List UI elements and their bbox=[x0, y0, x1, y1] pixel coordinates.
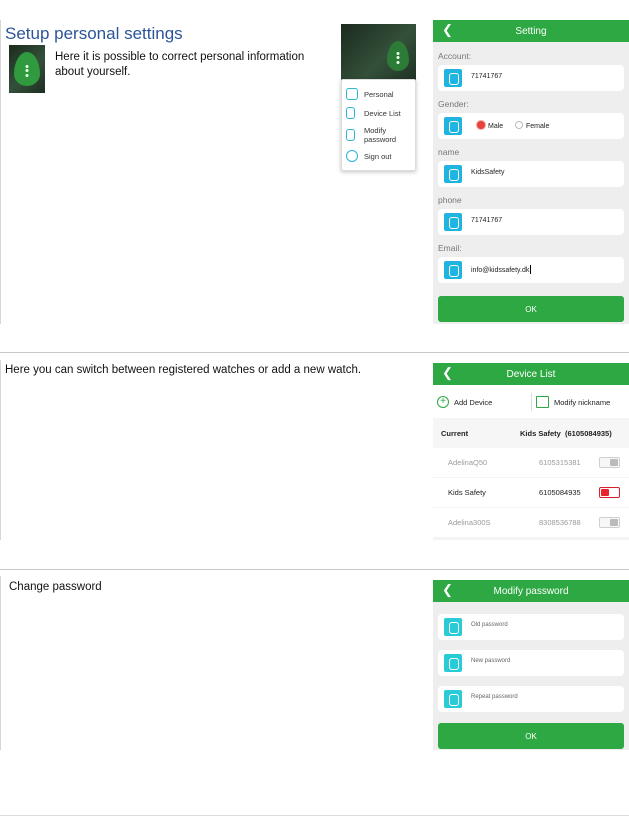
device-number: 6105315381 bbox=[539, 458, 581, 467]
screen-title: Modify password bbox=[493, 585, 569, 597]
watch-icon bbox=[346, 107, 355, 119]
add-device-label: Add Device bbox=[454, 397, 493, 407]
section-divider bbox=[0, 569, 629, 570]
device-list-screen bbox=[433, 363, 629, 540]
repeat-password-placeholder: Repeat password bbox=[471, 694, 518, 700]
page-bottom-line bbox=[0, 815, 629, 816]
device-toggle[interactable] bbox=[599, 517, 620, 528]
modify-password-screen bbox=[433, 580, 629, 750]
section3-left-border bbox=[0, 576, 1, 750]
menu-item-personal[interactable] bbox=[346, 88, 394, 100]
modify-nickname-button[interactable] bbox=[536, 396, 610, 408]
person-icon bbox=[444, 69, 462, 87]
account-field[interactable] bbox=[438, 65, 624, 91]
current-label: Current bbox=[441, 429, 469, 438]
text-caret bbox=[530, 265, 531, 274]
current-value: Kids Safety (6105084935) bbox=[520, 429, 612, 438]
device-number: 8308536788 bbox=[539, 518, 581, 527]
screen-title: Device List bbox=[506, 368, 556, 380]
old-password-placeholder: Old password bbox=[471, 622, 508, 628]
device-toggle-on[interactable] bbox=[599, 487, 620, 498]
device-list-app-bar bbox=[433, 363, 629, 385]
back-arrow-icon[interactable]: ❮ bbox=[442, 22, 453, 37]
email-label: Email: bbox=[438, 243, 462, 253]
section2-left-border bbox=[0, 360, 1, 540]
device-row[interactable] bbox=[433, 448, 629, 477]
section-title: Setup personal settings bbox=[5, 24, 183, 43]
person-card-icon bbox=[346, 88, 358, 100]
new-password-placeholder: New password bbox=[471, 658, 511, 664]
lock-icon bbox=[346, 129, 355, 141]
setting-screen bbox=[433, 20, 629, 324]
back-arrow-icon[interactable]: ❮ bbox=[442, 365, 453, 380]
menu-item-label: Sign out bbox=[364, 151, 392, 161]
gender-male-option[interactable] bbox=[477, 121, 503, 130]
radio-unselected[interactable] bbox=[515, 121, 523, 129]
lock-icon bbox=[444, 654, 462, 672]
device-actions-row bbox=[433, 385, 629, 418]
actions-divider bbox=[531, 393, 532, 411]
menu-item-label: Personal bbox=[364, 89, 394, 99]
back-arrow-icon[interactable]: ❮ bbox=[442, 582, 453, 597]
gender-field bbox=[438, 113, 624, 139]
device-number: 6105084935 bbox=[539, 488, 581, 497]
section1-left-border bbox=[0, 20, 1, 324]
menu-item-label: Modify password bbox=[364, 126, 397, 144]
menu-item-device-list[interactable] bbox=[346, 107, 401, 119]
device-row[interactable] bbox=[433, 508, 629, 537]
lock-icon bbox=[444, 690, 462, 708]
add-device-button[interactable] bbox=[437, 396, 492, 408]
account-value: 71741767 bbox=[471, 73, 503, 80]
phone-label: phone bbox=[438, 195, 462, 205]
phone-icon bbox=[444, 213, 462, 231]
edit-icon bbox=[536, 396, 549, 408]
device-row-active[interactable] bbox=[433, 478, 629, 507]
ok-button[interactable]: OK bbox=[438, 296, 624, 322]
power-icon bbox=[346, 150, 358, 162]
radio-selected[interactable] bbox=[477, 121, 485, 129]
gender-male-label: Male bbox=[488, 123, 504, 130]
name-field[interactable] bbox=[438, 161, 624, 187]
device-name: AdelinaQ50 bbox=[448, 458, 488, 467]
email-value-wrap bbox=[471, 265, 531, 274]
section2-description: Here you can switch between registered watches or add a new watch. bbox=[5, 364, 362, 376]
leaf-icon bbox=[14, 52, 40, 86]
phone-value: 71741767 bbox=[471, 217, 503, 224]
menu-item-label: Device List bbox=[364, 108, 401, 118]
gender-label: Gender: bbox=[438, 99, 469, 109]
id-card-icon bbox=[444, 165, 462, 183]
name-label: name bbox=[438, 147, 460, 157]
old-password-input[interactable] bbox=[438, 614, 624, 640]
lock-icon bbox=[444, 618, 462, 636]
gender-icon bbox=[444, 117, 462, 135]
phone-field[interactable] bbox=[438, 209, 624, 235]
section3-description: Change password bbox=[9, 581, 102, 593]
name-value: KidsSafety bbox=[471, 169, 505, 176]
popup-menu bbox=[341, 79, 416, 171]
email-field[interactable] bbox=[438, 257, 624, 283]
gender-female-label: Female bbox=[526, 123, 550, 130]
device-toggle[interactable] bbox=[599, 457, 620, 468]
section1-description: Here it is possible to correct personal information about yourself. bbox=[55, 51, 305, 78]
device-name: Kids Safety bbox=[448, 488, 486, 497]
ok-button[interactable]: OK bbox=[438, 723, 624, 749]
section-divider bbox=[0, 352, 629, 353]
repeat-password-input[interactable] bbox=[438, 686, 624, 712]
app-icon-thumbnail bbox=[9, 45, 45, 93]
mail-icon bbox=[444, 261, 462, 279]
account-label: Account: bbox=[438, 51, 472, 61]
leaf-menu-icon bbox=[387, 41, 409, 71]
new-password-input[interactable] bbox=[438, 650, 624, 676]
current-device-row bbox=[433, 419, 629, 447]
setting-app-bar bbox=[433, 20, 629, 42]
device-name: Adelina300S bbox=[448, 518, 491, 527]
email-value: info@kidssafety.dk bbox=[471, 267, 530, 274]
modify-password-app-bar bbox=[433, 580, 629, 602]
menu-item-sign-out[interactable] bbox=[346, 150, 392, 162]
menu-item-modify-password[interactable] bbox=[346, 126, 404, 144]
screen-title: Setting bbox=[515, 25, 547, 37]
plus-circle-icon: + bbox=[437, 396, 449, 408]
modify-nickname-label: Modify nickname bbox=[554, 397, 611, 407]
gender-female-option[interactable] bbox=[515, 121, 549, 130]
